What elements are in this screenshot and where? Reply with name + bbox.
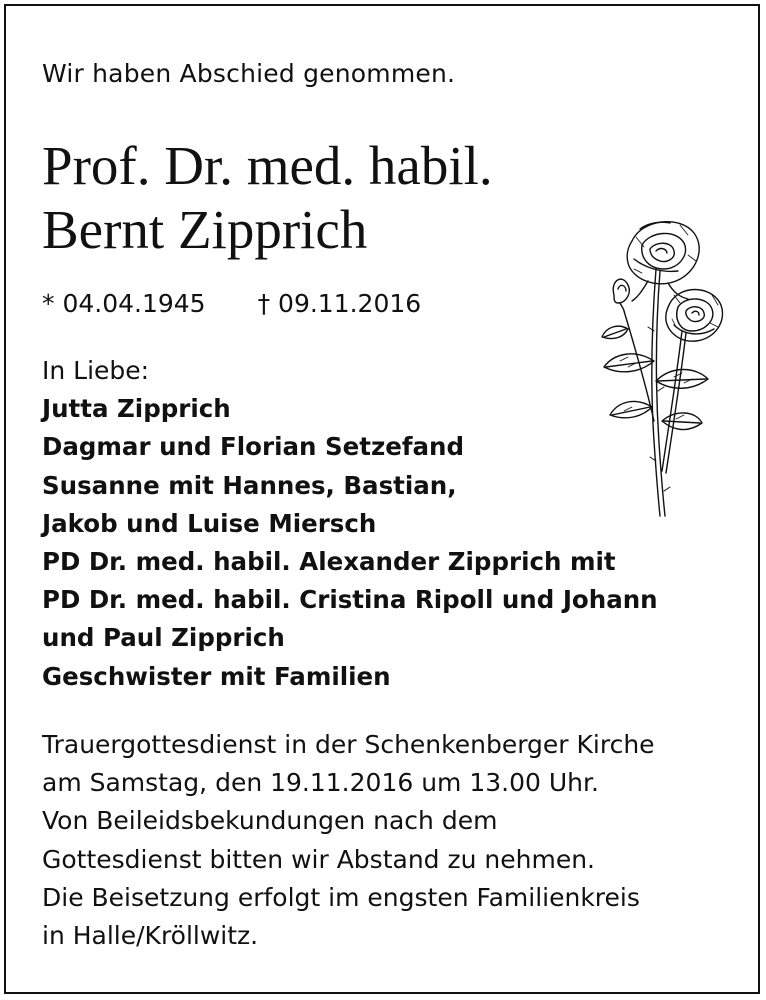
mourner-line: Susanne mit Hannes, Bastian, — [42, 470, 457, 500]
notice-line: Gottesdienst bitten wir Abstand zu nehmen. — [42, 844, 595, 874]
service-notice — [42, 726, 655, 955]
mourner-line: PD Dr. med. habil. Alexander Zipprich mit — [42, 547, 616, 577]
notice-line: Von Beileidsbekundungen nach dem — [42, 806, 498, 836]
notice-line: Die Beisetzung erfolgt im engsten Familienkreis — [42, 882, 640, 912]
life-dates — [42, 288, 421, 320]
mourner-line: Jutta Zipprich — [42, 394, 231, 424]
notice-line: in Halle/Kröllwitz. — [42, 921, 259, 951]
name-line-name: Bernt Zipprich — [42, 199, 368, 260]
mourner-line: Jakob und Luise Miersch — [42, 508, 377, 538]
mourner-line: PD Dr. med. habil. Cristina Ripoll und Johann — [42, 585, 658, 615]
notice-line: am Samstag, den 19.11.2016 um 13.00 Uhr. — [42, 768, 599, 798]
mourners-lead: In Liebe: — [42, 356, 150, 385]
rose-icon — [584, 211, 724, 521]
obituary-card — [4, 4, 760, 994]
mourners-list — [42, 352, 658, 696]
mourner-line: und Paul Zipprich — [42, 623, 285, 653]
mourner-line: Dagmar und Florian Setzefand — [42, 432, 465, 462]
name-line-title: Prof. Dr. med. habil. — [42, 135, 493, 196]
deceased-name — [42, 134, 493, 262]
death-date: † 09.11.2016 — [257, 289, 422, 318]
notice-line: Trauergottesdienst in der Schenkenberger Kirche — [42, 730, 655, 759]
birth-date: * 04.04.1945 — [42, 289, 206, 318]
mourner-line: Geschwister mit Familien — [42, 661, 391, 691]
intro-text: Wir haben Abschied genommen. — [42, 59, 456, 88]
